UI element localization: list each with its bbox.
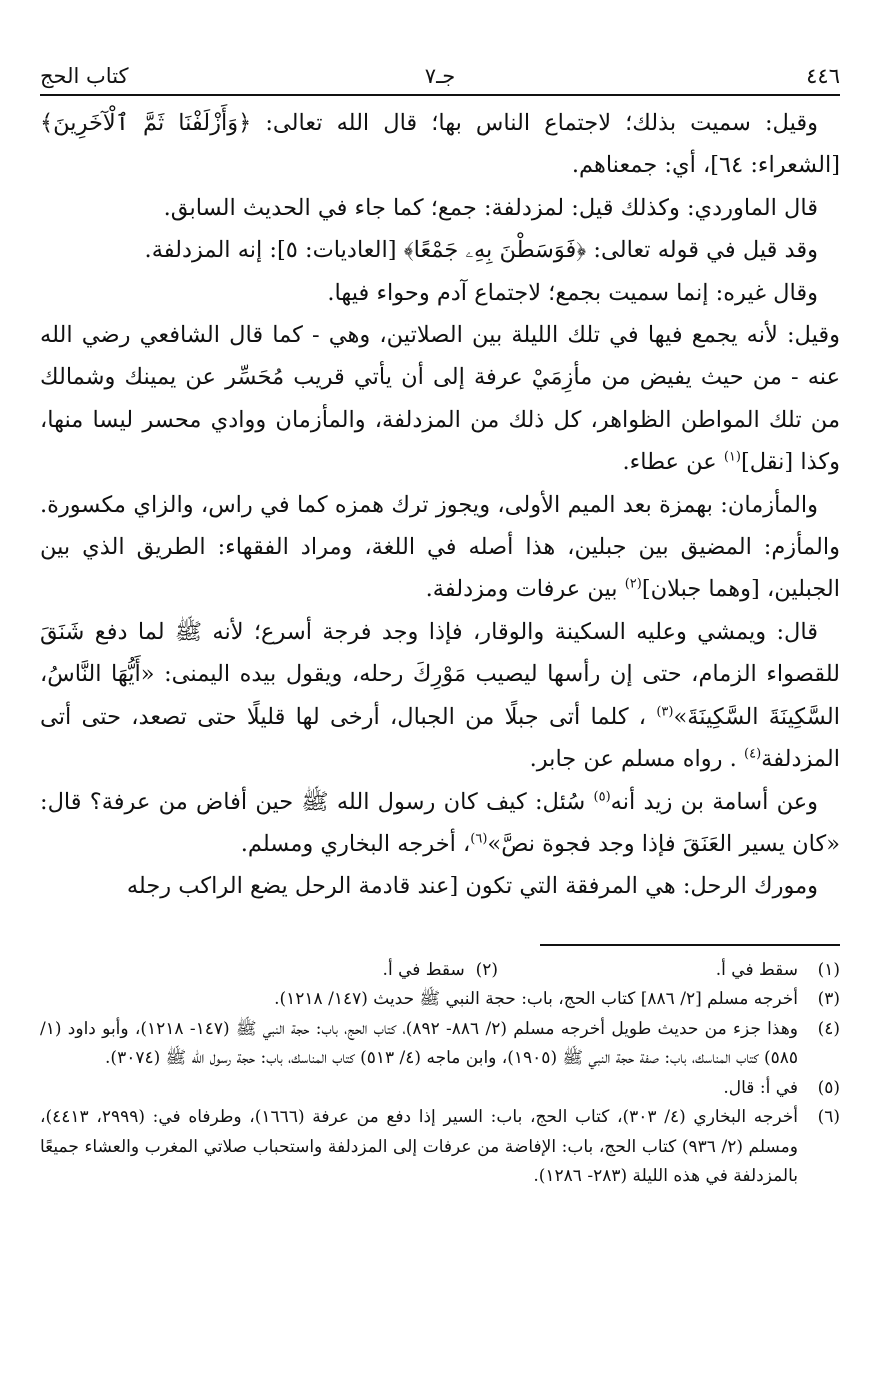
footnote-text: سقط في أ.: [715, 959, 798, 980]
footnote: [40, 1103, 840, 1192]
paragraph: [40, 781, 840, 866]
text-run: والمأزمان: بهمزة بعد الميم الأولى، ويجوز ترك همزه كما في راس، والزاي مكسورة. والمأزم: المضيق بين جبلين، هذا أصله في اللغة، ومراد الفقهاء: الطريق الذي بين الجبلين، [وهما جبلان]: [40, 491, 840, 603]
paragraph: قال الماوردي: وكذلك قيل: لمزدلفة: جمع؛ كما جاء في الحديث السابق.: [163, 194, 818, 221]
text-run: وعن أسامة بن زيد أنه: [610, 788, 818, 815]
footnote-text: أخرجه مسلم [٢/ ٨٨٦] كتاب الحج، باب: حجة النبي ﷺ حديث (١٤٧/ ١٢١٨).: [274, 989, 798, 1010]
footnote-divider: [540, 944, 840, 946]
footnote-marker: (٦): [470, 831, 488, 847]
footnote: [40, 1074, 840, 1104]
footnote-marker: (٣): [656, 704, 674, 720]
footnote-text: [40, 956, 798, 986]
book-page: [40, 58, 840, 1192]
footnote: [40, 985, 840, 1015]
footnote-text: أخرجه البخاري (٤/ ٣٠٣)، كتاب الحج، باب: السير إذا دفع من عرفة (١٦٦٦)، وطرفاه في: (٢٩٩٩، ٤٤١٣)، ومسلم (٢/ ٩٣٦) كتاب الحج، باب: الإفاضة من عرفات إلى المزدلفة واستحباب صلاتي المغرب والعشاء جميعًا بالمزدلفة في هذه الليلة (٢٨٣- ١٢٨٦).: [40, 1107, 798, 1187]
text-run: . رواه مسلم عن جابر.: [529, 746, 737, 773]
text-run: سُئل: كيف كان رسول الله ﷺ حين أفاض من عرفة؟ قال: «كان يسير العَنَقَ فإذا وجد فجوة نصَّ»: [40, 788, 840, 857]
paragraph: ومورك الرحل: هي المرفقة التي تكون [عند قادمة الرحل يضع الراكب رجله: [126, 873, 818, 900]
text-run: بين عرفات ومزدلفة.: [425, 576, 618, 603]
footnote-marker: (٢): [624, 576, 642, 592]
volume-label: جـ٧: [424, 64, 456, 88]
footnote-text: سقط في أ.: [382, 959, 465, 980]
paragraph: [40, 484, 840, 611]
footnote-marker: (٥): [593, 789, 611, 804]
footnote: [40, 956, 840, 986]
paragraph: وقيل: سميت بذلك؛ لاجتماع الناس بها؛ قال الله تعالى: ﴿وَأَزْلَفْنَا ثَمَّ ٱلْآخَرِينَ﴾ [الشعراء: ٦٤]، أي: جمعناهم.: [40, 110, 840, 179]
main-text: [40, 102, 840, 908]
page-header: [40, 58, 840, 96]
text-run: وقيل: لأنه يجمع فيها في تلك الليلة بين الصلاتين، وهي - كما قال الشافعي رضي الله عنه - من حيث يفيض من مأزِمَيْ عرفة إلى أن يأتي قريب مُحَسِّر عن يمينك وشمالك من تلك المواطن الظواهر، كل ذلك من المزدلفة، والمأزمان ووادي محسر ليسا منها، وكذا [نقل]: [40, 322, 840, 476]
text-run: ، كلما أتى جبلًا من الجبال، أرخى لها قليلًا حتى تصعد، حتى أتى المزدلفة: [40, 703, 840, 773]
footnote-number: (٥): [817, 1077, 840, 1098]
footnote-number: (٦): [817, 1107, 840, 1128]
footnote-text: وهذا جزء من حديث طويل أخرجه مسلم (٢/ ٨٨٦- ٨٩٢)، كتاب الحج، باب: حجة النبي ﷺ (١٤٧- ١٢١٨)، وأبو داود (١/ ٥٨٥) كتاب المناسك، باب: صفة حجة النبي ﷺ (١٩٠٥)، وابن ماجه (٤/ ٥١٣) كتاب المناسك، باب: حجة رسول الله ﷺ (٣٠٧٤).: [40, 1018, 799, 1069]
footnote-text: في أ: قال.: [723, 1077, 798, 1098]
footnote-number: (١): [817, 959, 840, 980]
footnote-number: (٢): [475, 959, 498, 980]
paragraph: وقد قيل في قوله تعالى: ﴿فَوَسَطْنَ بِهِۦ جَمْعًا﴾ [العاديات: ٥]: إنه المزدلفة.: [144, 237, 818, 264]
footnotes: [40, 956, 840, 1192]
footnote: [40, 1015, 840, 1074]
paragraph: [40, 314, 840, 484]
footnote-number: (٤): [817, 1018, 840, 1039]
paragraph: [40, 611, 840, 781]
text-run: ، أخرجه البخاري ومسلم.: [240, 830, 471, 857]
footnote-marker: (٤): [744, 746, 762, 762]
footnote-number: (٣): [817, 989, 840, 1010]
paragraph: وقال غيره: إنما سميت بجمع؛ لاجتماع آدم وحواء فيها.: [327, 279, 818, 306]
page-number: ٤٤٦: [806, 64, 840, 88]
book-title: كتاب الحج: [40, 64, 129, 88]
footnote-marker: (١): [723, 449, 741, 465]
text-run: عن عطاء.: [622, 449, 717, 476]
text-run: قال: ويمشي وعليه السكينة والوقار، فإذا وجد فرجة أسرع؛ لأنه ﷺ لما دفع شَنَقَ للقصواء الزمام، حتى إن رأسها ليصيب مَوْرِكَ رحله، ويقول بيده اليمنى: «أَيُّهَا النَّاسُ، السَّكِينَةَ السَّكِينَةَ»: [40, 618, 840, 730]
